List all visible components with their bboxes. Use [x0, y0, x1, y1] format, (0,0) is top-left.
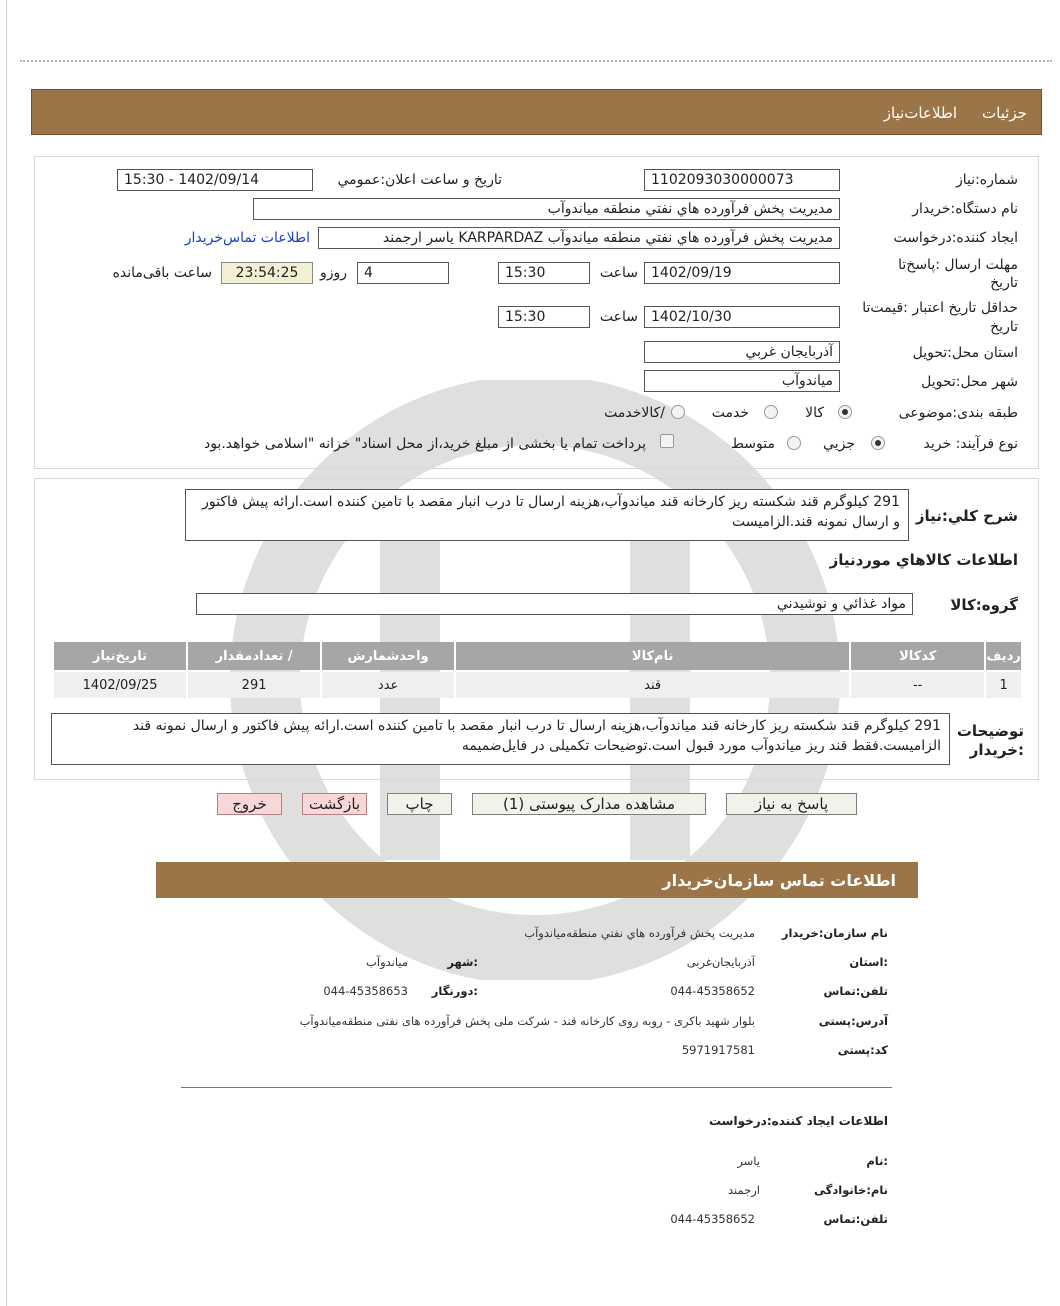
contact-postal-value: 5971917581	[681, 1043, 755, 1057]
price-validity-label-2: تاریخ	[990, 319, 1018, 335]
left-border-line	[6, 0, 7, 1306]
cell-code: --	[851, 672, 984, 698]
buyer-notes-box: 291 کیلوگرم قند شکسته ریز کارخانه قند میاندوآب،هزینه ارسال تا درب انبار مقصد با تامین کننده است.ارائه پیش فاکتور و ارسال نمونه قند الزامیست.فقط قند ریز میاندوآب مورد قبول است.توضیحات تکمیلی در فایل‌ضمیمه	[51, 713, 950, 765]
city-label: شهر محل:تحویل	[921, 374, 1018, 390]
goods-info-title: اطلاعات کالاهاي موردنياز	[829, 551, 1018, 569]
creator-phone-value: 044-45358652	[670, 1212, 755, 1226]
buyer-org-label: نام دستگاه:خريدار	[912, 201, 1018, 217]
category-goods-label: کالا	[805, 405, 824, 421]
process-partial-label: جزیي	[823, 436, 855, 452]
contact-province-label: :استان	[849, 955, 888, 969]
creator-family-value: ارجمند	[727, 1183, 760, 1197]
category-goods-service-radio[interactable]	[671, 405, 685, 419]
category-service-label: خدمت	[711, 405, 749, 421]
dotted-separator	[20, 60, 1052, 62]
province-label: استان محل:تحویل	[912, 345, 1018, 361]
creator-field: مديريت پخش فرآورده هاي نفتي منطقه مياندوآب KARPARDAZ ياسر ارجمند	[318, 227, 840, 249]
col-code-header: کدکالا	[851, 642, 984, 670]
deadline-time-label: ساعت	[599, 265, 638, 281]
validity-date-field: 1402/10/30	[644, 306, 840, 328]
treasury-payment-note: پرداخت تمام یا بخشی از مبلغ خرید،از محل اسناد" خزانه "اسلامی خواهد.بود	[203, 436, 646, 452]
creator-phone-label: تلفن:تماس	[823, 1212, 888, 1226]
col-name-header: نام‌کالا	[456, 642, 849, 670]
price-validity-label: حداقل تاریخ اعتبار :قیمت‌تا	[862, 300, 1018, 316]
validity-time-label: ساعت	[599, 309, 638, 325]
contact-fax-value: 044-45358653	[323, 984, 408, 998]
treasury-payment-checkbox[interactable]	[660, 434, 674, 448]
creator-name-label: :نام	[866, 1154, 888, 1168]
contact-address-value: بلوار شهید باکری - روبه روی کارخانه قند - شرکت ملی پخش فرآورده های نفتی منطقه‌میاندوآب	[299, 1014, 755, 1028]
city-field: مياندوآب	[644, 370, 840, 392]
deadline-label-2: تاریخ	[990, 275, 1018, 291]
cell-name: قند	[456, 672, 849, 698]
days-label: روزو	[319, 265, 347, 281]
contact-province-value: آذربایجان‌غربی	[686, 955, 755, 969]
province-field: آذربايجان غربي	[644, 341, 840, 363]
announce-label: تاریخ و ساعت اعلان:عمومي	[337, 172, 502, 188]
category-goods-service-label: /کالاخدمت	[604, 405, 665, 421]
exit-button[interactable]: خروج	[217, 793, 282, 815]
tab-details[interactable]: جزئیات	[982, 104, 1027, 122]
remaining-hours-label: ساعت باقی‌مانده	[112, 265, 212, 281]
need-number-label: شماره:نیاز	[955, 172, 1018, 188]
tab-need-info[interactable]: اطلاعات‌نیاز	[883, 104, 957, 122]
category-label: طبقه بندی:موضوعی	[898, 405, 1018, 421]
contact-divider	[181, 1087, 892, 1088]
creator-label: ایجاد کننده:درخواست	[893, 230, 1018, 246]
table-row	[54, 672, 1021, 698]
category-service-radio[interactable]	[764, 405, 778, 419]
buyer-org-field: مديريت پخش فرآورده هاي نفتي منطقه مياندوآب	[253, 198, 840, 220]
deadline-date-field: 1402/09/19	[644, 262, 840, 284]
buyer-contact-title: اطلاعات تماس سازمان‌خریدار	[662, 871, 896, 890]
process-medium-label: متوسط	[731, 436, 775, 452]
col-row-header: رديف	[986, 642, 1021, 670]
cell-row: 1	[986, 672, 1021, 698]
cell-qty: 291	[188, 672, 320, 698]
deadline-label: مهلت ارسال :پاسخ‌تا	[898, 257, 1018, 273]
cell-date: 1402/09/25	[54, 672, 186, 698]
contact-fax-label: :دورنگار	[431, 984, 478, 998]
contact-postal-label: کد:پستی	[837, 1043, 888, 1057]
countdown-timer: 23:54:25	[221, 262, 313, 284]
cell-unit: عدد	[322, 672, 454, 698]
need-number-field: 1102093030000073	[644, 169, 840, 191]
announce-date-field: 1402/09/14 - 15:30	[117, 169, 313, 191]
creator-family-label: نام:خانوادگی	[814, 1183, 888, 1197]
buyer-notes-label-2: :خریدار	[969, 741, 1024, 759]
goods-group-field: مواد غذائي و نوشيدني	[196, 593, 913, 615]
table-header-row	[54, 642, 1021, 670]
general-description-box: 291 کیلوگرم قند شکسته ریز کارخانه قند میاندوآب،هزینه ارسال تا درب انبار مقصد با تامین کننده است.ارائه پیش فاکتور و ارسال نمونه قند.الزامیست	[185, 489, 909, 541]
org-name-value: مديريت پخش فرآورده هاي نفتي منطقه‌مياندوآب	[524, 926, 755, 940]
print-button[interactable]: چاپ	[387, 793, 452, 815]
remaining-days-field: 4	[357, 262, 449, 284]
category-goods-radio[interactable]	[838, 405, 852, 419]
creator-name-value: یاسر	[737, 1154, 760, 1168]
buyer-notes-label: توضیحات	[956, 722, 1024, 740]
col-date-header: تاریخ‌نیاز	[54, 642, 186, 670]
reply-button[interactable]: پاسخ به نیاز	[726, 793, 857, 815]
goods-group-label: گروه:کالا	[950, 596, 1018, 614]
goods-table	[52, 640, 1023, 700]
process-type-label: نوع فرآیند: خرید	[923, 436, 1018, 452]
buyer-contact-header	[156, 862, 918, 898]
contact-phone-value: 044-45358652	[670, 984, 755, 998]
process-medium-radio[interactable]	[787, 436, 801, 450]
process-partial-radio[interactable]	[871, 436, 885, 450]
general-description-label: شرح کلي:نیاز	[915, 507, 1018, 525]
deadline-time-field: 15:30	[498, 262, 590, 284]
validity-time-field: 15:30	[498, 306, 590, 328]
top-tab-bar	[31, 89, 1042, 135]
contact-phone-label: تلفن:تماس	[823, 984, 888, 998]
contact-address-label: آدرس:پستی	[818, 1014, 888, 1028]
contact-city-value: میاندوآب	[366, 955, 408, 969]
view-attachments-button[interactable]: مشاهده مدارک پیوستی (1)	[472, 793, 706, 815]
col-qty-header: / تعدادمقدار	[188, 642, 320, 670]
org-name-label: نام سازمان:خریدار	[781, 926, 888, 940]
buyer-contact-link[interactable]: اطلاعات تماس‌خریدار	[184, 230, 310, 246]
col-unit-header: واحدشمارش	[322, 642, 454, 670]
creator-info-title: اطلاعات ایجاد کننده:درخواست	[708, 1114, 888, 1128]
contact-city-label: :شهر	[447, 955, 478, 969]
back-button[interactable]: بازگشت	[302, 793, 367, 815]
